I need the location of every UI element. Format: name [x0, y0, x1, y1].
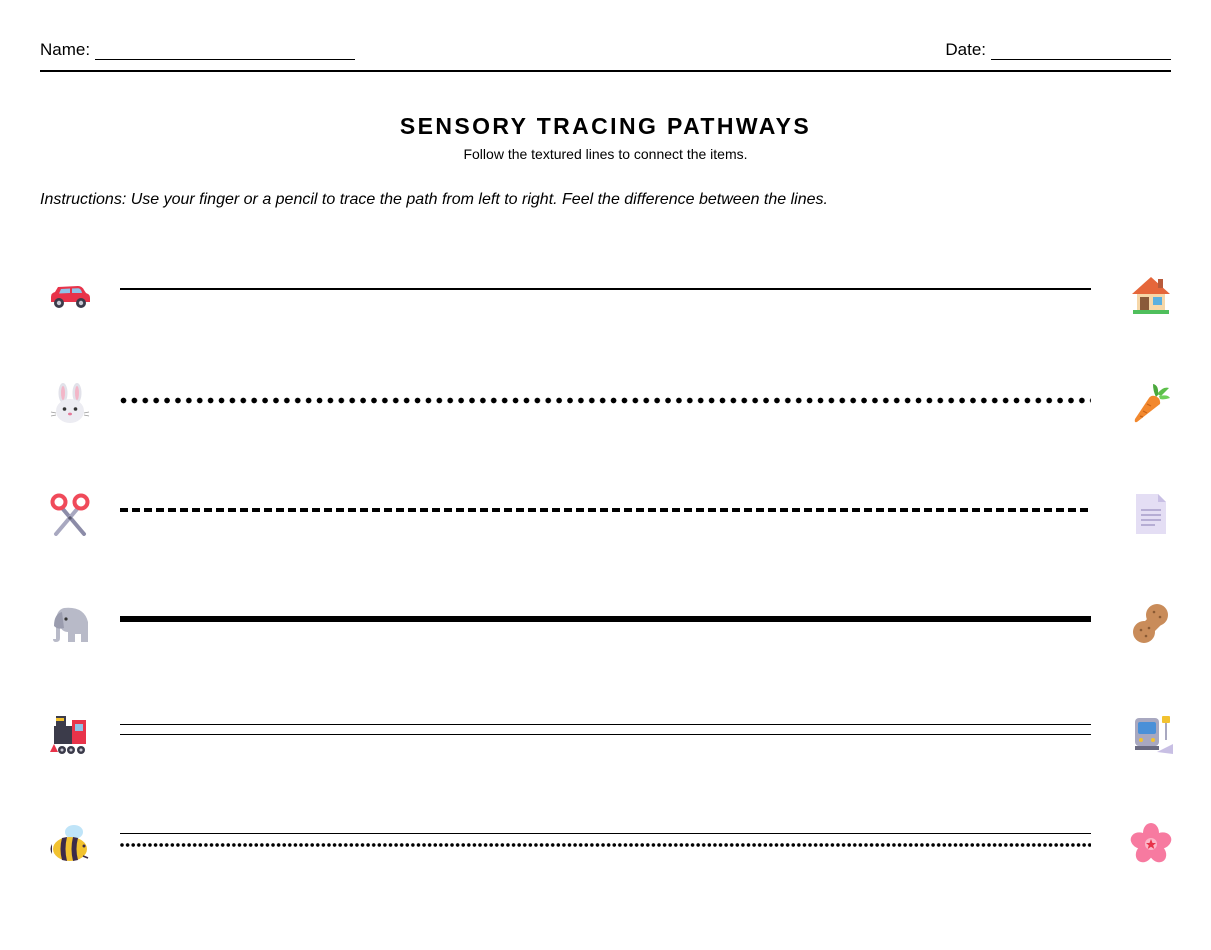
- path-row-scissors-paper: [40, 484, 1171, 544]
- path-row-rabbit-carrot: [40, 374, 1171, 434]
- path-row-elephant-peanut: [40, 594, 1171, 654]
- name-blank[interactable]: [95, 42, 355, 60]
- path-row-train-station: [40, 704, 1171, 764]
- rabbit-icon: [40, 382, 100, 426]
- fine-dotted-trace-line[interactable]: [120, 843, 1091, 847]
- double-trace-line-top[interactable]: [120, 724, 1091, 725]
- header-row: [40, 38, 1171, 72]
- date-field[interactable]: [945, 40, 1171, 60]
- date-label: Date:: [945, 40, 986, 59]
- peanut-icon: [1121, 602, 1181, 646]
- train-icon: [40, 712, 100, 756]
- flower-icon: [1121, 822, 1181, 866]
- date-blank[interactable]: [991, 42, 1171, 60]
- page-subtitle: Follow the textured lines to connect the items.: [463, 146, 748, 162]
- instructions-text: Instructions: Use your finger or a pencil to trace the path from left to right. Feel the difference between the lines.: [40, 191, 828, 208]
- carrot-icon: [1121, 382, 1181, 426]
- paper-icon: [1121, 492, 1181, 536]
- thick-trace-line[interactable]: [120, 616, 1091, 622]
- house-icon: [1121, 272, 1181, 316]
- path-row-car-house: [40, 264, 1171, 324]
- solid-trace-line-top[interactable]: [120, 833, 1091, 834]
- path-row-bee-flower: [40, 814, 1171, 874]
- dotted-trace-line[interactable]: [120, 397, 1091, 404]
- station-icon: [1121, 712, 1181, 756]
- double-trace-line-bottom[interactable]: [120, 734, 1091, 735]
- solid-trace-line[interactable]: [120, 288, 1091, 290]
- bee-icon: [40, 822, 100, 866]
- page-title: SENSORY TRACING PATHWAYS: [399, 113, 812, 139]
- car-icon: [40, 272, 100, 316]
- name-label: Name:: [40, 40, 91, 59]
- dashed-trace-line[interactable]: [120, 508, 1091, 512]
- elephant-icon: [40, 602, 100, 646]
- name-field[interactable]: [40, 40, 355, 60]
- scissors-icon: [40, 492, 100, 536]
